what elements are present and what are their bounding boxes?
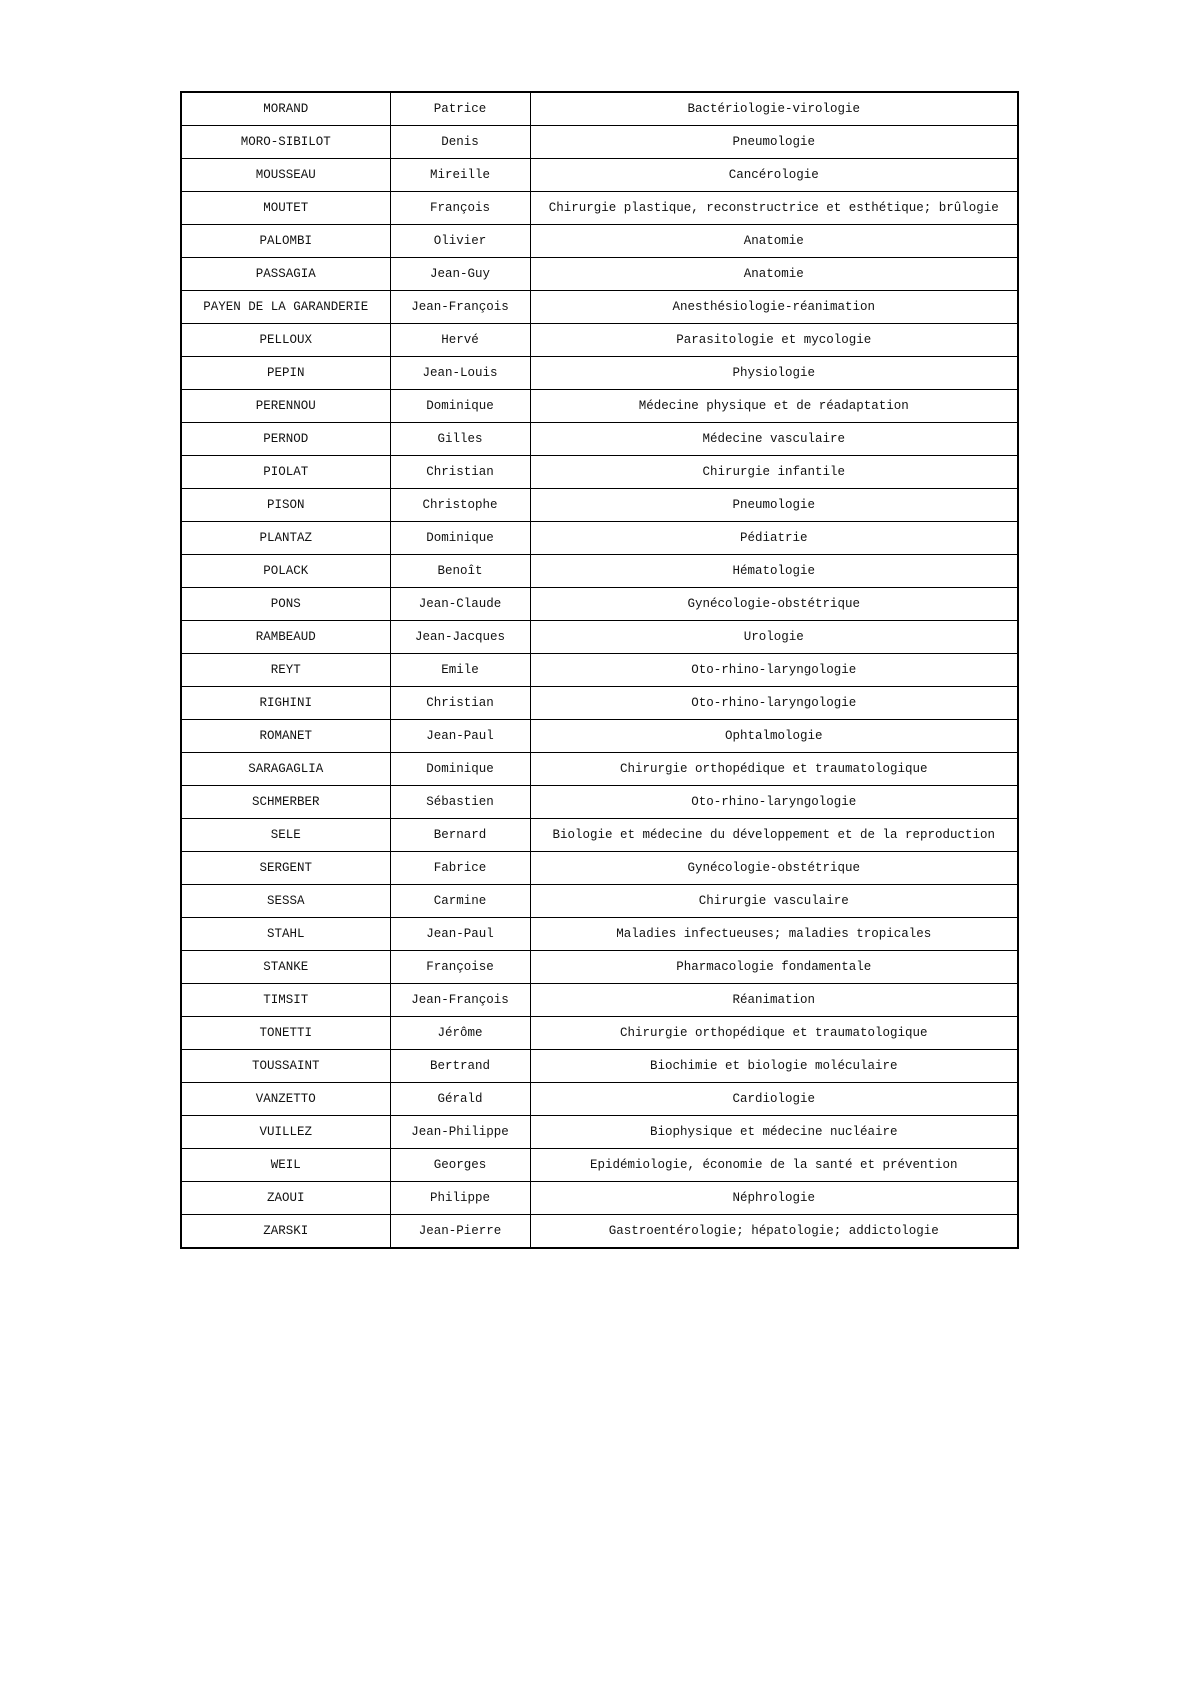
last-name-cell: ROMANET [181, 720, 390, 753]
table-row [181, 357, 1018, 390]
specialty-cell: Anesthésiologie-réanimation [530, 291, 1018, 324]
table-row [181, 555, 1018, 588]
first-name-cell: Patrice [390, 92, 530, 126]
first-name-cell: Gérald [390, 1083, 530, 1116]
specialty-cell: Gastroentérologie; hépatologie; addictologie [530, 1215, 1018, 1249]
first-name-cell: Françoise [390, 951, 530, 984]
last-name-cell: PASSAGIA [181, 258, 390, 291]
specialty-cell: Cancérologie [530, 159, 1018, 192]
first-name-cell: Philippe [390, 1182, 530, 1215]
last-name-cell: SARAGAGLIA [181, 753, 390, 786]
first-name-cell: Jean-Philippe [390, 1116, 530, 1149]
last-name-cell: PONS [181, 588, 390, 621]
last-name-cell: PEPIN [181, 357, 390, 390]
last-name-cell: PIOLAT [181, 456, 390, 489]
staff-table-body [181, 92, 1018, 1248]
table-row [181, 588, 1018, 621]
specialty-cell: Gynécologie-obstétrique [530, 588, 1018, 621]
table-row [181, 258, 1018, 291]
last-name-cell: WEIL [181, 1149, 390, 1182]
specialty-cell: Pneumologie [530, 126, 1018, 159]
table-row [181, 1182, 1018, 1215]
specialty-cell: Physiologie [530, 357, 1018, 390]
last-name-cell: STANKE [181, 951, 390, 984]
specialty-cell: Oto-rhino-laryngologie [530, 786, 1018, 819]
first-name-cell: Jérôme [390, 1017, 530, 1050]
first-name-cell: Jean-Jacques [390, 621, 530, 654]
table-row [181, 852, 1018, 885]
first-name-cell: Olivier [390, 225, 530, 258]
last-name-cell: MORAND [181, 92, 390, 126]
table-row [181, 324, 1018, 357]
specialty-cell: Chirurgie plastique, reconstructrice et esthétique; brûlogie [530, 192, 1018, 225]
first-name-cell: Jean-Louis [390, 357, 530, 390]
specialty-cell: Ophtalmologie [530, 720, 1018, 753]
table-row [181, 291, 1018, 324]
last-name-cell: SCHMERBER [181, 786, 390, 819]
table-row [181, 159, 1018, 192]
last-name-cell: SELE [181, 819, 390, 852]
first-name-cell: Denis [390, 126, 530, 159]
table-row [181, 423, 1018, 456]
last-name-cell: PALOMBI [181, 225, 390, 258]
specialty-cell: Réanimation [530, 984, 1018, 1017]
last-name-cell: REYT [181, 654, 390, 687]
first-name-cell: Dominique [390, 390, 530, 423]
table-row [181, 654, 1018, 687]
last-name-cell: MOUTET [181, 192, 390, 225]
table-row [181, 126, 1018, 159]
specialty-cell: Pneumologie [530, 489, 1018, 522]
specialty-cell: Pédiatrie [530, 522, 1018, 555]
first-name-cell: Bernard [390, 819, 530, 852]
table-row [181, 720, 1018, 753]
first-name-cell: Gilles [390, 423, 530, 456]
first-name-cell: Fabrice [390, 852, 530, 885]
specialty-cell: Gynécologie-obstétrique [530, 852, 1018, 885]
specialty-cell: Bactériologie-virologie [530, 92, 1018, 126]
last-name-cell: PISON [181, 489, 390, 522]
table-row [181, 819, 1018, 852]
table-row [181, 687, 1018, 720]
table-row [181, 786, 1018, 819]
specialty-cell: Médecine physique et de réadaptation [530, 390, 1018, 423]
first-name-cell: Dominique [390, 753, 530, 786]
last-name-cell: PELLOUX [181, 324, 390, 357]
specialty-cell: Parasitologie et mycologie [530, 324, 1018, 357]
specialty-cell: Chirurgie infantile [530, 456, 1018, 489]
table-row [181, 1050, 1018, 1083]
specialty-cell: Biophysique et médecine nucléaire [530, 1116, 1018, 1149]
table-row [181, 918, 1018, 951]
last-name-cell: PAYEN DE LA GARANDERIE [181, 291, 390, 324]
specialty-cell: Chirurgie orthopédique et traumatologique [530, 1017, 1018, 1050]
specialty-cell: Chirurgie vasculaire [530, 885, 1018, 918]
first-name-cell: Jean-Paul [390, 720, 530, 753]
table-row [181, 489, 1018, 522]
table-row [181, 984, 1018, 1017]
first-name-cell: Jean-Claude [390, 588, 530, 621]
first-name-cell: François [390, 192, 530, 225]
last-name-cell: ZARSKI [181, 1215, 390, 1249]
specialty-cell: Cardiologie [530, 1083, 1018, 1116]
specialty-cell: Anatomie [530, 258, 1018, 291]
specialty-cell: Néphrologie [530, 1182, 1018, 1215]
last-name-cell: TONETTI [181, 1017, 390, 1050]
specialty-cell: Anatomie [530, 225, 1018, 258]
table-row [181, 885, 1018, 918]
last-name-cell: MOUSSEAU [181, 159, 390, 192]
last-name-cell: PERENNOU [181, 390, 390, 423]
first-name-cell: Bertrand [390, 1050, 530, 1083]
first-name-cell: Christian [390, 456, 530, 489]
last-name-cell: SERGENT [181, 852, 390, 885]
first-name-cell: Georges [390, 1149, 530, 1182]
specialty-cell: Oto-rhino-laryngologie [530, 687, 1018, 720]
table-row [181, 456, 1018, 489]
table-row [181, 1149, 1018, 1182]
first-name-cell: Sébastien [390, 786, 530, 819]
table-row [181, 1083, 1018, 1116]
last-name-cell: VUILLEZ [181, 1116, 390, 1149]
last-name-cell: RAMBEAUD [181, 621, 390, 654]
first-name-cell: Christian [390, 687, 530, 720]
specialty-cell: Médecine vasculaire [530, 423, 1018, 456]
table-row [181, 1116, 1018, 1149]
specialty-cell: Chirurgie orthopédique et traumatologique [530, 753, 1018, 786]
first-name-cell: Mireille [390, 159, 530, 192]
first-name-cell: Christophe [390, 489, 530, 522]
last-name-cell: PLANTAZ [181, 522, 390, 555]
first-name-cell: Jean-François [390, 984, 530, 1017]
last-name-cell: TOUSSAINT [181, 1050, 390, 1083]
specialty-cell: Pharmacologie fondamentale [530, 951, 1018, 984]
last-name-cell: MORO-SIBILOT [181, 126, 390, 159]
last-name-cell: STAHL [181, 918, 390, 951]
last-name-cell: ZAOUI [181, 1182, 390, 1215]
table-row [181, 390, 1018, 423]
first-name-cell: Dominique [390, 522, 530, 555]
specialty-cell: Hématologie [530, 555, 1018, 588]
table-row [181, 522, 1018, 555]
specialty-cell: Maladies infectueuses; maladies tropicales [530, 918, 1018, 951]
first-name-cell: Jean-Pierre [390, 1215, 530, 1249]
table-row [181, 1215, 1018, 1249]
last-name-cell: TIMSIT [181, 984, 390, 1017]
specialty-cell: Biochimie et biologie moléculaire [530, 1050, 1018, 1083]
last-name-cell: RIGHINI [181, 687, 390, 720]
table-row [181, 225, 1018, 258]
table-row [181, 92, 1018, 126]
table-row [181, 753, 1018, 786]
specialty-cell: Oto-rhino-laryngologie [530, 654, 1018, 687]
first-name-cell: Jean-Paul [390, 918, 530, 951]
first-name-cell: Hervé [390, 324, 530, 357]
first-name-cell: Emile [390, 654, 530, 687]
first-name-cell: Jean-François [390, 291, 530, 324]
table-row [181, 1017, 1018, 1050]
last-name-cell: PERNOD [181, 423, 390, 456]
table-row [181, 621, 1018, 654]
table-row [181, 192, 1018, 225]
specialty-cell: Epidémiologie, économie de la santé et prévention [530, 1149, 1018, 1182]
table-row [181, 951, 1018, 984]
specialty-cell: Biologie et médecine du développement et de la reproduction [530, 819, 1018, 852]
last-name-cell: SESSA [181, 885, 390, 918]
first-name-cell: Carmine [390, 885, 530, 918]
first-name-cell: Jean-Guy [390, 258, 530, 291]
first-name-cell: Benoît [390, 555, 530, 588]
staff-table [180, 91, 1019, 1249]
specialty-cell: Urologie [530, 621, 1018, 654]
last-name-cell: VANZETTO [181, 1083, 390, 1116]
last-name-cell: POLACK [181, 555, 390, 588]
